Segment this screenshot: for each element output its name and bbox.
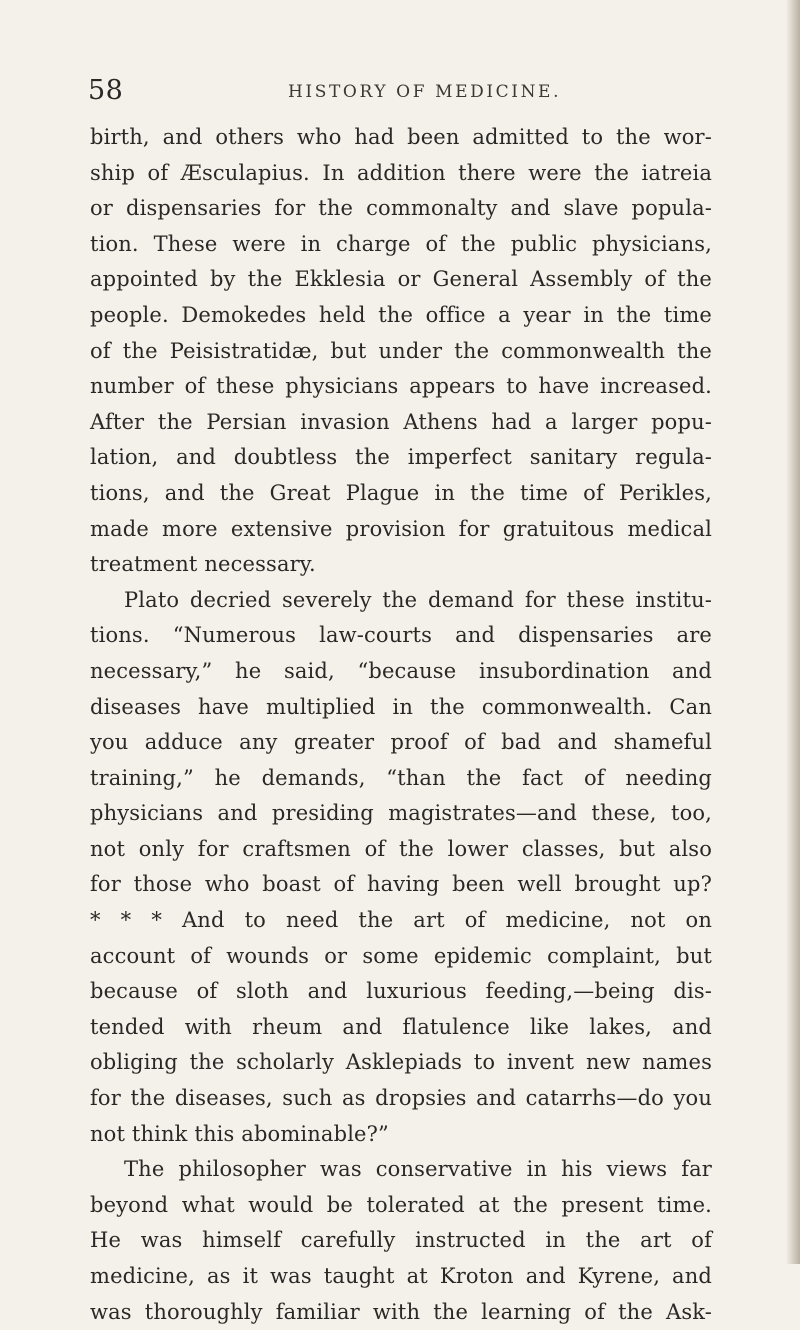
text-line: was thoroughly familiar with the learning of the Ask- — [90, 1299, 712, 1324]
text-line: for those who boast of having been well brought up? — [90, 872, 712, 897]
text-line: Plato decried severely the demand for these institu- — [124, 587, 712, 612]
text-line: you adduce any greater proof of bad and shameful — [90, 730, 712, 755]
running-head: HISTORY OF MEDICINE. — [288, 82, 562, 102]
text-line: of the Peisistratidæ, but under the commonwealth the — [90, 338, 712, 363]
page-header — [88, 76, 728, 106]
text-line: people. Demokedes held the office a year in the time — [90, 302, 712, 327]
text-line: After the Persian invasion Athens had a larger popu- — [90, 409, 712, 434]
page-number: 58 — [88, 75, 124, 106]
text-line: or dispensaries for the commonalty and slave popula- — [90, 196, 712, 221]
text-line: He was himself carefully instructed in the art of — [90, 1228, 712, 1253]
text-line: not only for craftsmen of the lower classes, but also — [90, 836, 712, 861]
text-line: tion. These were in charge of the public physicians, — [90, 231, 712, 256]
text-line: not think this abominable?” — [90, 1121, 389, 1146]
text-line: tions. “Numerous law-courts and dispensaries are — [90, 623, 712, 648]
text-line: made more extensive provision for gratuitous medical — [90, 516, 712, 541]
text-line: physicians and presiding magistrates—and these, too, — [90, 801, 712, 826]
text-line: number of these physicians appears to have increased. — [90, 374, 712, 399]
text-line: account of wounds or some epidemic complaint, but — [90, 943, 712, 968]
page-edge-shadow — [786, 0, 800, 1264]
text-line: beyond what would be tolerated at the present time. — [90, 1192, 712, 1217]
text-line: diseases have multiplied in the commonwealth. Can — [90, 694, 712, 719]
text-line: treatment necessary. — [90, 552, 316, 577]
text-line: birth, and others who had been admitted to the wor- — [90, 125, 712, 149]
text-line: tions, and the Great Plague in the time of Perikles, — [90, 480, 712, 505]
text-line: appointed by the Ekklesia or General Assembly of the — [90, 267, 712, 292]
text-line: for the diseases, such as dropsies and catarrhs—do you — [90, 1086, 712, 1111]
text-line: training,” he demands, “than the fact of needing — [90, 765, 712, 790]
text-line: lation, and doubtless the imperfect sanitary regula- — [90, 445, 712, 470]
text-line: tended with rheum and flatulence like lakes, and — [90, 1014, 712, 1039]
text-line: medicine, as it was taught at Kroton and Kyrene, and — [90, 1264, 712, 1288]
body-text — [90, 120, 712, 1330]
text-line: because of sloth and luxurious feeding,—being dis- — [90, 979, 712, 1004]
text-line: obliging the scholarly Asklepiads to invent new names — [90, 1050, 712, 1075]
text-line: necessary,” he said, “because insubordination and — [90, 658, 712, 683]
text-line: * * * And to need the art of medicine, not on — [90, 908, 712, 933]
text-line: The philosopher was conservative in his views far — [124, 1157, 712, 1182]
text-line: ship of Æsculapius. In addition there were the iatreia — [90, 160, 712, 185]
